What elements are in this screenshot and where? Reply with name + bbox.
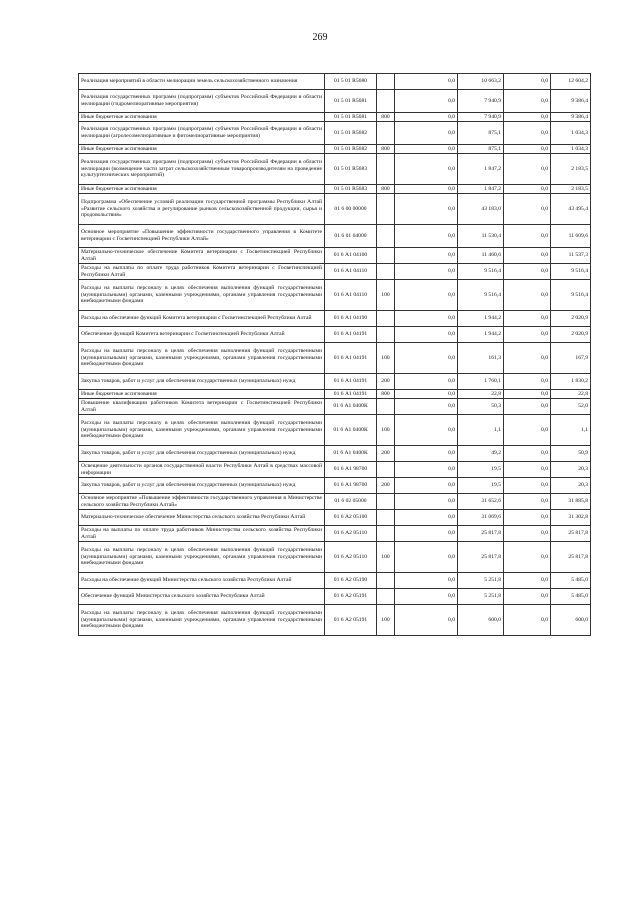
row-value-3: 0,0 [504,343,551,374]
table-row [79,311,591,327]
row-value-4: 52,0 [551,399,591,415]
table-row [79,390,591,399]
row-expense-type: 100 [377,415,395,446]
table-row [79,462,591,478]
row-expense-type: 100 [377,343,395,374]
row-expense-type [377,462,395,478]
row-value-2: 5 251,8 [458,589,504,605]
table-row [79,526,591,542]
row-value-3: 0,0 [504,605,551,636]
row-expense-type [377,494,395,510]
row-value-4: 25 817,8 [551,526,591,542]
row-value-1: 0,0 [395,113,458,122]
row-value-1: 0,0 [395,605,458,636]
row-value-2: 43 183,0 [458,194,504,225]
row-name: Освещение деятельности органов государственной власти Республики Алтай в средствах массовой информации [79,462,325,478]
row-name: Закупка товаров, работ и услуг для обеспечения государственных (муниципальных) нужд [79,374,325,390]
table-row [79,573,591,589]
row-value-4: 43 495,4 [551,194,591,225]
row-value-3: 0,0 [504,194,551,225]
row-value-1: 0,0 [395,390,458,399]
row-name: Реализация государственных программ (подпрограмм) субъектов Российской Федерации в области мелиорации (гидромелиоративные мероприятия) [79,90,325,113]
row-value-2: 10 663,2 [458,74,504,90]
row-value-2: 19,5 [458,478,504,494]
row-value-2: 50,3 [458,399,504,415]
row-value-3: 0,0 [504,311,551,327]
row-value-1: 0,0 [395,343,458,374]
row-code: 01 5 01 R5683 [325,154,377,185]
row-value-2: 49,2 [458,446,504,462]
row-code: 01 6 А1 04191 [325,343,377,374]
row-expense-type: 800 [377,145,395,154]
row-value-2: 1 847,2 [458,185,504,194]
row-name: Расходы на обеспечение функций Министерства сельского хозяйства Республики Алтай [79,573,325,589]
row-code: 01 6 А2 05191 [325,605,377,636]
row-value-3: 0,0 [504,280,551,311]
row-value-4: 20,3 [551,478,591,494]
row-value-3: 0,0 [504,573,551,589]
row-value-4: 1 830,2 [551,374,591,390]
row-value-2: 25 817,8 [458,526,504,542]
row-value-4: 9 386,4 [551,90,591,113]
row-value-4: 20,3 [551,462,591,478]
table-row [79,494,591,510]
row-expense-type [377,248,395,264]
row-value-2: 1 847,2 [458,154,504,185]
table-row [79,343,591,374]
table-row [79,194,591,225]
row-expense-type [377,74,395,90]
row-value-4: 31 885,8 [551,494,591,510]
row-value-3: 0,0 [504,542,551,573]
row-value-1: 0,0 [395,225,458,248]
row-value-2: 9 516,4 [458,264,504,280]
row-code: 01 6 А1 0400К [325,399,377,415]
row-code: 01 6 А2 05110 [325,526,377,542]
row-code: 01 6 А2 05110 [325,542,377,573]
row-code: 01 6 А1 98700 [325,462,377,478]
row-value-2: 7 940,9 [458,90,504,113]
row-name: Расходы на выплаты персоналу в целях обеспечения выполнения функций государственными (муниципальными) органами, казенными учреждениями, органами управления государственными внебюджетными фондами [79,415,325,446]
row-value-3: 0,0 [504,113,551,122]
row-value-3: 0,0 [504,122,551,145]
row-code: 01 6 А1 04100 [325,248,377,264]
row-value-2: 25 817,8 [458,542,504,573]
row-value-2: 5 251,8 [458,573,504,589]
row-name: Расходы на выплаты по оплате труда работников Комитета ветеринарии с Госветинспекцией Республики Алтай [79,264,325,280]
row-value-3: 0,0 [504,399,551,415]
row-value-4: 11 609,6 [551,225,591,248]
row-value-2: 9 516,4 [458,280,504,311]
row-code: 01 6 А1 04110 [325,264,377,280]
row-expense-type [377,327,395,343]
row-expense-type: 100 [377,542,395,573]
table-row [79,185,591,194]
row-value-4: 5 485,0 [551,573,591,589]
row-value-3: 0,0 [504,510,551,526]
page-number: 269 [312,32,328,43]
row-value-1: 0,0 [395,573,458,589]
row-code: 01 6 А1 0400К [325,446,377,462]
table-row [79,327,591,343]
row-value-3: 0,0 [504,462,551,478]
row-value-4: 1 034,3 [551,145,591,154]
row-expense-type [377,225,395,248]
row-code: 01 6 А1 04110 [325,280,377,311]
row-expense-type: 200 [377,446,395,462]
row-value-1: 0,0 [395,399,458,415]
row-value-3: 0,0 [504,145,551,154]
row-value-2: 1,1 [458,415,504,446]
table-row [79,225,591,248]
row-code: 01 5 01 R5683 [325,185,377,194]
row-value-4: 9 516,4 [551,264,591,280]
row-value-3: 0,0 [504,478,551,494]
row-value-4: 25 817,8 [551,542,591,573]
row-name: Расходы на выплаты по оплате труда работников Министерства сельского хозяйства Республики Алтай [79,526,325,542]
table-row [79,374,591,390]
row-value-1: 0,0 [395,589,458,605]
row-code: 01 6 А1 04191 [325,374,377,390]
row-code: 01 6 А2 05190 [325,573,377,589]
row-code: 01 6 02 05000 [325,494,377,510]
table-row [79,415,591,446]
budget-table [78,73,591,636]
row-expense-type [377,154,395,185]
row-name: Закупка товаров, работ и услуг для обеспечения государственных (муниципальных) нужд [79,478,325,494]
row-value-1: 0,0 [395,122,458,145]
row-name: Иные бюджетные ассигнования [79,145,325,154]
row-value-4: 2 020,9 [551,311,591,327]
table-row [79,446,591,462]
row-expense-type: 100 [377,605,395,636]
row-value-1: 0,0 [395,494,458,510]
row-expense-type: 800 [377,185,395,194]
row-expense-type: 200 [377,478,395,494]
row-name: Реализация государственных программ (подпрограмм) субъектов Российской Федерации в области мелиорации (возмещение части затрат сельскохозяйственным товаропроизводителям на проведение культуртехнических мероприятий) [79,154,325,185]
table-row [79,145,591,154]
row-name: Иные бюджетные ассигнования [79,185,325,194]
row-value-4: 12 604,2 [551,74,591,90]
table-row [79,113,591,122]
row-value-1: 0,0 [395,280,458,311]
row-value-2: 11 530,4 [458,225,504,248]
row-value-1: 0,0 [395,462,458,478]
table-row [79,90,591,113]
row-value-4: 167,9 [551,343,591,374]
row-code: 01 6 А2 05100 [325,510,377,526]
row-value-1: 0,0 [395,145,458,154]
row-code: 01 6 А1 04191 [325,327,377,343]
row-value-4: 1 034,3 [551,122,591,145]
table-row [79,605,591,636]
row-code: 01 5 01 R5681 [325,90,377,113]
row-name: Подпрограмма «Обеспечение условий реализации государственной программы Республики Алтай «Развитие сельского хозяйства и регулирование рынков сельскохозяйственной продукции, сырья и продовольствия» [79,194,325,225]
row-value-3: 0,0 [504,494,551,510]
row-value-1: 0,0 [395,90,458,113]
row-value-3: 0,0 [504,526,551,542]
row-value-3: 0,0 [504,446,551,462]
row-value-2: 600,0 [458,605,504,636]
row-value-3: 0,0 [504,264,551,280]
row-value-4: 1,1 [551,415,591,446]
table-row [79,589,591,605]
table-row [79,280,591,311]
table-row [79,248,591,264]
row-name: Основное мероприятие «Повышение эффективности государственного управления в Министерстве сельского хозяйства Республики Алтай» [79,494,325,510]
row-code: 01 6 А1 04191 [325,390,377,399]
row-name: Реализация государственных программ (подпрограмм) субъектов Российской Федерации в области мелиорации (агролесомелиоративные и фитомелиоративные мероприятия) [79,122,325,145]
row-value-2: 1 944,2 [458,311,504,327]
row-name: Иные бюджетные ассигнования [79,113,325,122]
row-value-1: 0,0 [395,154,458,185]
row-value-4: 11 537,3 [551,248,591,264]
row-value-4: 9 386,4 [551,113,591,122]
row-code: 01 5 01 R5681 [325,113,377,122]
row-expense-type: 800 [377,390,395,399]
row-expense-type [377,122,395,145]
row-value-3: 0,0 [504,390,551,399]
row-value-3: 0,0 [504,248,551,264]
row-expense-type [377,399,395,415]
row-code: 01 5 01 R5682 [325,122,377,145]
row-value-1: 0,0 [395,526,458,542]
table-row [79,399,591,415]
row-code: 01 6 А1 0400К [325,415,377,446]
table-row [79,478,591,494]
row-expense-type [377,510,395,526]
row-expense-type: 800 [377,113,395,122]
row-value-3: 0,0 [504,415,551,446]
row-value-2: 22,8 [458,390,504,399]
row-value-4: 22,8 [551,390,591,399]
row-value-1: 0,0 [395,374,458,390]
row-value-2: 31 652,6 [458,494,504,510]
row-code: 01 6 А1 04190 [325,311,377,327]
row-value-1: 0,0 [395,415,458,446]
row-value-3: 0,0 [504,90,551,113]
table-row [79,74,591,90]
row-name: Иные бюджетные ассигнования [79,390,325,399]
row-name: Расходы на выплаты персоналу в целях обеспечения выполнения функций государственными (муниципальными) органами, казенными учреждениями, органами управления государственными внебюджетными фондами [79,280,325,311]
row-value-1: 0,0 [395,185,458,194]
row-name: Расходы на выплаты персоналу в целях обеспечения выполнения функций государственными (муниципальными) органами, казенными учреждениями, органами управления государственными внебюджетными фондами [79,605,325,636]
row-value-2: 1 944,2 [458,327,504,343]
row-name: Расходы на выплаты персоналу в целях обеспечения выполнения функций государственными (муниципальными) органами, казенными учреждениями, органами управления государственными внебюджетными фондами [79,542,325,573]
table-row [79,264,591,280]
row-expense-type [377,311,395,327]
row-value-4: 2 020,9 [551,327,591,343]
row-value-4: 50,9 [551,446,591,462]
row-value-2: 875,1 [458,145,504,154]
row-value-3: 0,0 [504,74,551,90]
table-row [79,122,591,145]
row-code: 01 6 А1 98700 [325,478,377,494]
row-value-2: 875,1 [458,122,504,145]
row-expense-type [377,573,395,589]
row-expense-type [377,90,395,113]
row-value-1: 0,0 [395,510,458,526]
row-value-1: 0,0 [395,311,458,327]
row-value-1: 0,0 [395,194,458,225]
row-expense-type [377,194,395,225]
row-value-3: 0,0 [504,327,551,343]
row-expense-type: 100 [377,280,395,311]
row-value-2: 19,5 [458,462,504,478]
row-name: Расходы на обеспечение функций Комитета ветеринарии с Госветинспекцией Республики Алтай [79,311,325,327]
row-value-4: 600,0 [551,605,591,636]
row-value-4: 5 485,0 [551,589,591,605]
row-value-4: 2 183,5 [551,185,591,194]
row-code: 01 6 01 04000 [325,225,377,248]
row-code: 01 5 01 R5682 [325,145,377,154]
row-value-3: 0,0 [504,589,551,605]
table-row [79,510,591,526]
row-value-4: 9 516,4 [551,280,591,311]
row-expense-type: 200 [377,374,395,390]
row-code: 01 6 А2 05191 [325,589,377,605]
row-value-1: 0,0 [395,478,458,494]
row-name: Основное мероприятие «Повышение эффективности государственного управления в Комитете ветеринарии с Госветинспекцией Республики Алтай» [79,225,325,248]
row-name: Реализация мероприятий в области мелиорации земель сельскохозяйственного назначения [79,74,325,90]
row-value-3: 0,0 [504,374,551,390]
row-name: Материально-техническое обеспечение Комитета ветеринарии с Госветинспекцией Республики Алтай [79,248,325,264]
row-value-4: 31 302,8 [551,510,591,526]
row-value-1: 0,0 [395,74,458,90]
row-expense-type [377,264,395,280]
row-value-2: 11 460,6 [458,248,504,264]
row-name: Обеспечение функций Комитета ветеринарии с Госветинспекцией Республики Алтай [79,327,325,343]
row-value-1: 0,0 [395,542,458,573]
table-row [79,154,591,185]
row-name: Повышение квалификации работников Комитета ветеринарии с Госветинспекцией Республики Алтай [79,399,325,415]
row-value-2: 1 760,1 [458,374,504,390]
row-value-1: 0,0 [395,327,458,343]
row-name: Материально-техническое обеспечение Министерства сельского хозяйства Республики Алтай [79,510,325,526]
row-expense-type [377,589,395,605]
row-value-1: 0,0 [395,446,458,462]
row-value-3: 0,0 [504,225,551,248]
row-value-2: 31 069,6 [458,510,504,526]
row-value-3: 0,0 [504,185,551,194]
row-name: Расходы на выплаты персоналу в целях обеспечения выполнения функций государственными (муниципальными) органами, казенными учреждениями, органами управления государственными внебюджетными фондами [79,343,325,374]
row-name: Закупка товаров, работ и услуг для обеспечения государственных (муниципальных) нужд [79,446,325,462]
row-value-2: 161,3 [458,343,504,374]
row-name: Обеспечение функций Министерства сельского хозяйства Республики Алтай [79,589,325,605]
row-value-4: 2 183,5 [551,154,591,185]
row-value-3: 0,0 [504,154,551,185]
row-value-1: 0,0 [395,264,458,280]
row-expense-type [377,526,395,542]
row-code: 01 5 01 R5680 [325,74,377,90]
row-value-2: 7 940,9 [458,113,504,122]
row-value-1: 0,0 [395,248,458,264]
row-code: 01 6 00 00000 [325,194,377,225]
table-row [79,542,591,573]
